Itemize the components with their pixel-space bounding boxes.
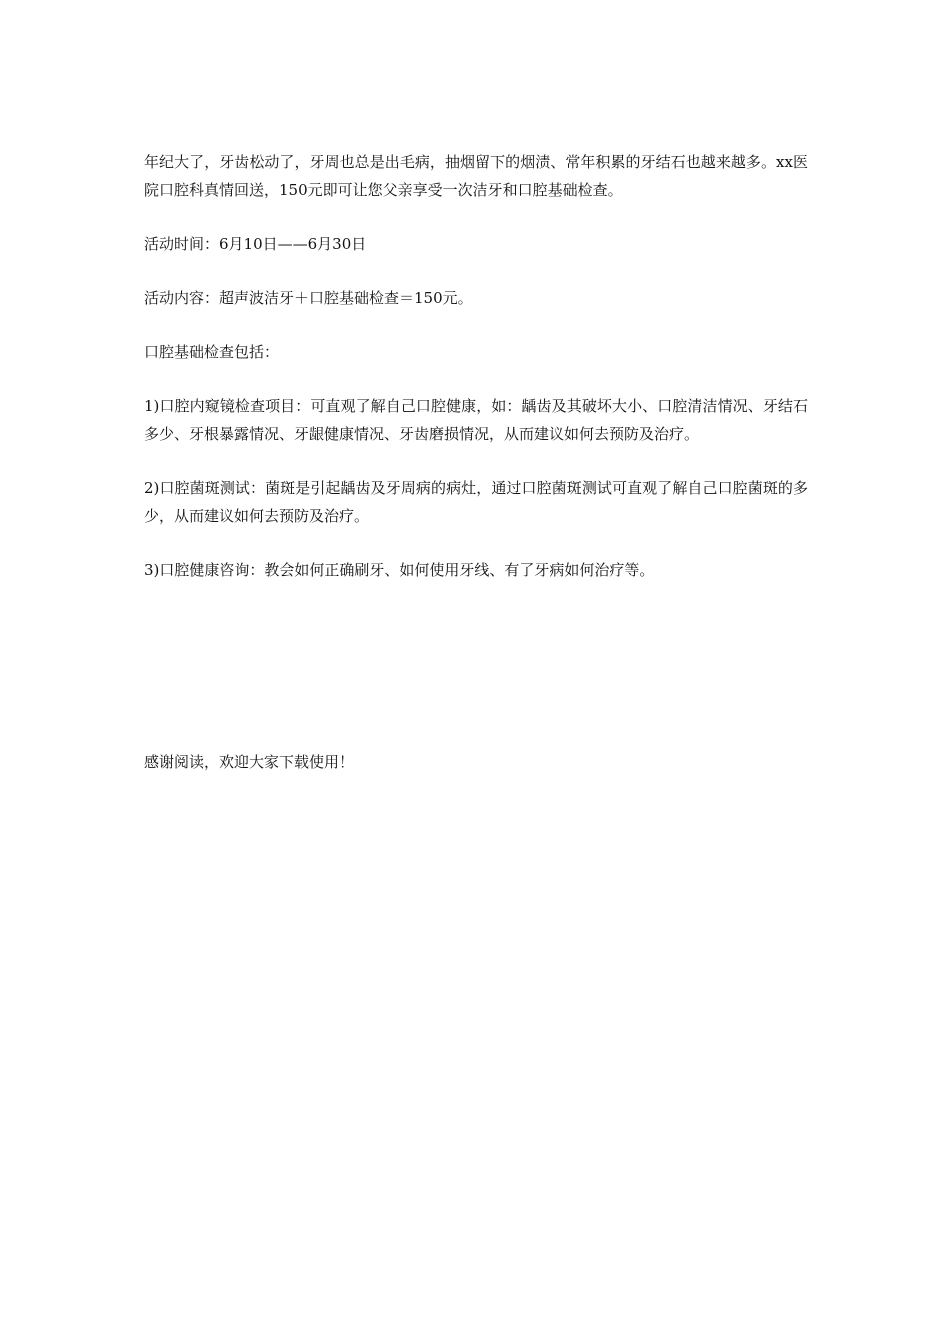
- checkup-item-plaque-test: 2)口腔菌斑测试：菌斑是引起龋齿及牙周病的病灶，通过口腔菌斑测试可直观了解自己口腔菌斑的多少，从而建议如何去预防及治疗。: [144, 479, 808, 525]
- activity-content: 活动内容：超声波洁牙＋口腔基础检查＝150元。: [144, 289, 473, 307]
- document-body: [144, 148, 808, 610]
- checkup-heading: 口腔基础检查包括：: [144, 343, 280, 361]
- activity-time: 活动时间：6月10日——6月30日: [144, 235, 367, 253]
- checkup-item-endoscope: 1)口腔内窥镜检查项目：可直观了解自己口腔健康，如：龋齿及其破坏大小、口腔清洁情况、牙结石多少、牙根暴露情况、牙龈健康情况、牙齿磨损情况，从而建议如何去预防及治疗。: [144, 397, 808, 443]
- intro-paragraph: 年纪大了，牙齿松动了，牙周也总是出毛病，抽烟留下的烟渍、常年积累的牙结石也越来越多。xx医院口腔科真情回送，150元即可让您父亲享受一次洁牙和口腔基础检查。: [144, 153, 808, 199]
- closing-note: 感谢阅读，欢迎大家下载使用！: [144, 753, 355, 771]
- checkup-item-consultation: 3)口腔健康咨询：教会如何正确刷牙、如何使用牙线、有了牙病如何治疗等。: [144, 561, 655, 579]
